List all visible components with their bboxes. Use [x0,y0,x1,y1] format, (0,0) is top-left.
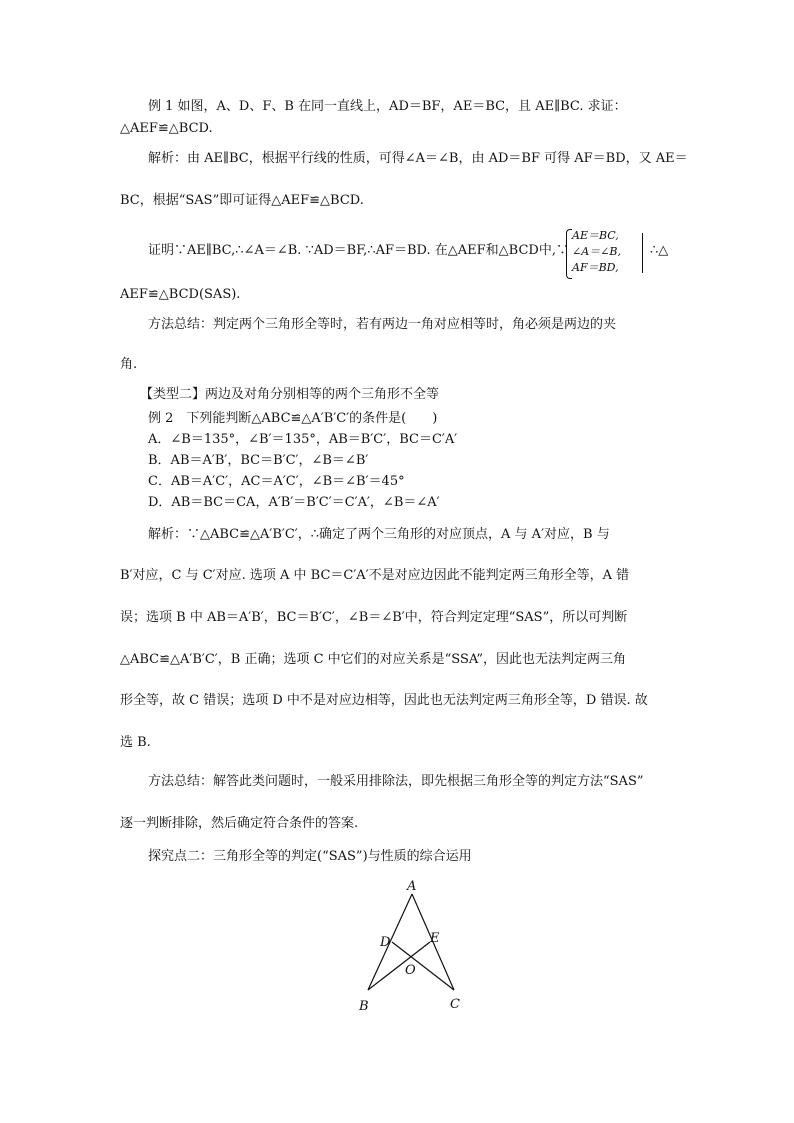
analysis1-line2: BC，根据“SAS”即可证得△AEF≌△BCD. [120,193,364,208]
triangle-figure [350,880,480,1020]
example2-option-b: B．AB＝A′B′，BC＝B′C′，∠B＝∠B′ [148,453,369,468]
analysis2-line5: 形全等，故 C 错误；选项 D 中不是对应边相等，因此也无法判定两三角形全等，D 错误. 故 [120,693,648,708]
label-b: B [359,999,369,1014]
example1-title-line1: 例 1 如图，A、D、F、B 在同一直线上，AD＝BF，AE＝BC，且 AE∥BC. 求证： [148,99,627,114]
brace-item-2: ∠A＝∠B, [572,245,621,258]
summary2-line2: 逐一判断排除，然后确定符合条件的答案. [120,816,359,831]
proof1-tail: ∴△ [650,243,669,258]
example1-title-line2: △AEF≌△BCD. [120,121,213,136]
analysis2-line2: B′对应，C 与 C′对应. 选项 A 中 BC＝C′A′不是对应边因此不能判定两三角形全等，A 错 [120,568,630,583]
example2-option-d: D．AB＝BC＝CA，A′B′＝B′C′＝C′A′，∠B＝∠A′ [148,495,440,510]
brace-item-3: AF＝BD, [572,261,619,274]
label-o: O [405,963,416,978]
summary1-line1: 方法总结：判定两个三角形全等时，若有两边一角对应相等时，角必须是两边的夹 [148,317,617,332]
label-d: D [380,935,391,950]
label-c: C [450,997,460,1012]
example2-question: 例 2 下列能判断△ABC≌△A′B′C′的条件是( ) [148,411,438,426]
segment-cd [392,942,454,990]
proof1-line2: AEF≌△BCD(SAS). [120,287,241,302]
right-bar-shape [642,233,645,273]
label-a: A [407,880,417,894]
analysis1-line1: 解析：由 AE∥BC，根据平行线的性质，可得∠A＝∠B，由 AD＝BF 可得 AF＝BD，又 AE＝ [148,151,688,166]
example2-option-c: C．AB＝A′C′，AC＝A′C′，∠B＝∠B′＝45° [148,474,405,489]
analysis2-line3: 误；选项 B 中 AB＝A′B′，BC＝B′C′，∠B＝∠B′中，符合判定定理“SAS”，所以可判断 [120,610,628,625]
analysis2-line4: △ABC≌△A′B′C′，B 正确；选项 C 中它们的对应关系是“SSA”，因此也无法判定两三角 [120,652,627,667]
brace-item-1: AE＝BC, [572,229,619,242]
proof1-line1: 证明∵AE∥BC,∴∠A＝∠B. ∵AD＝BF,∴AF＝BD. 在△AEF和△BCD中,∵ [148,243,569,258]
explore2-heading: 探究点二：三角形全等的判定(“SAS”)与性质的综合运用 [148,849,472,864]
segment-be [368,942,430,990]
label-e: E [430,931,440,946]
proof1-conditions-brace [566,229,636,279]
summary1-line2: 角. [120,357,138,372]
analysis2-line1: 解析：∵△ABC≌△A′B′C′，∴确定了两个三角形的对应顶点，A 与 A′对应，B 与 [148,527,610,542]
type2-heading: 【类型二】两边及对角分别相等的两个三角形不全等 [140,387,440,402]
analysis2-line6: 选 B. [120,735,151,750]
summary2-line1: 方法总结：解答此类问题时，一般采用排除法，即先根据三角形全等的判定方法“SAS” [148,774,644,789]
example2-option-a: A．∠B＝135°，∠B′＝135°，AB＝B′C′，BC＝C′A′ [148,432,458,447]
